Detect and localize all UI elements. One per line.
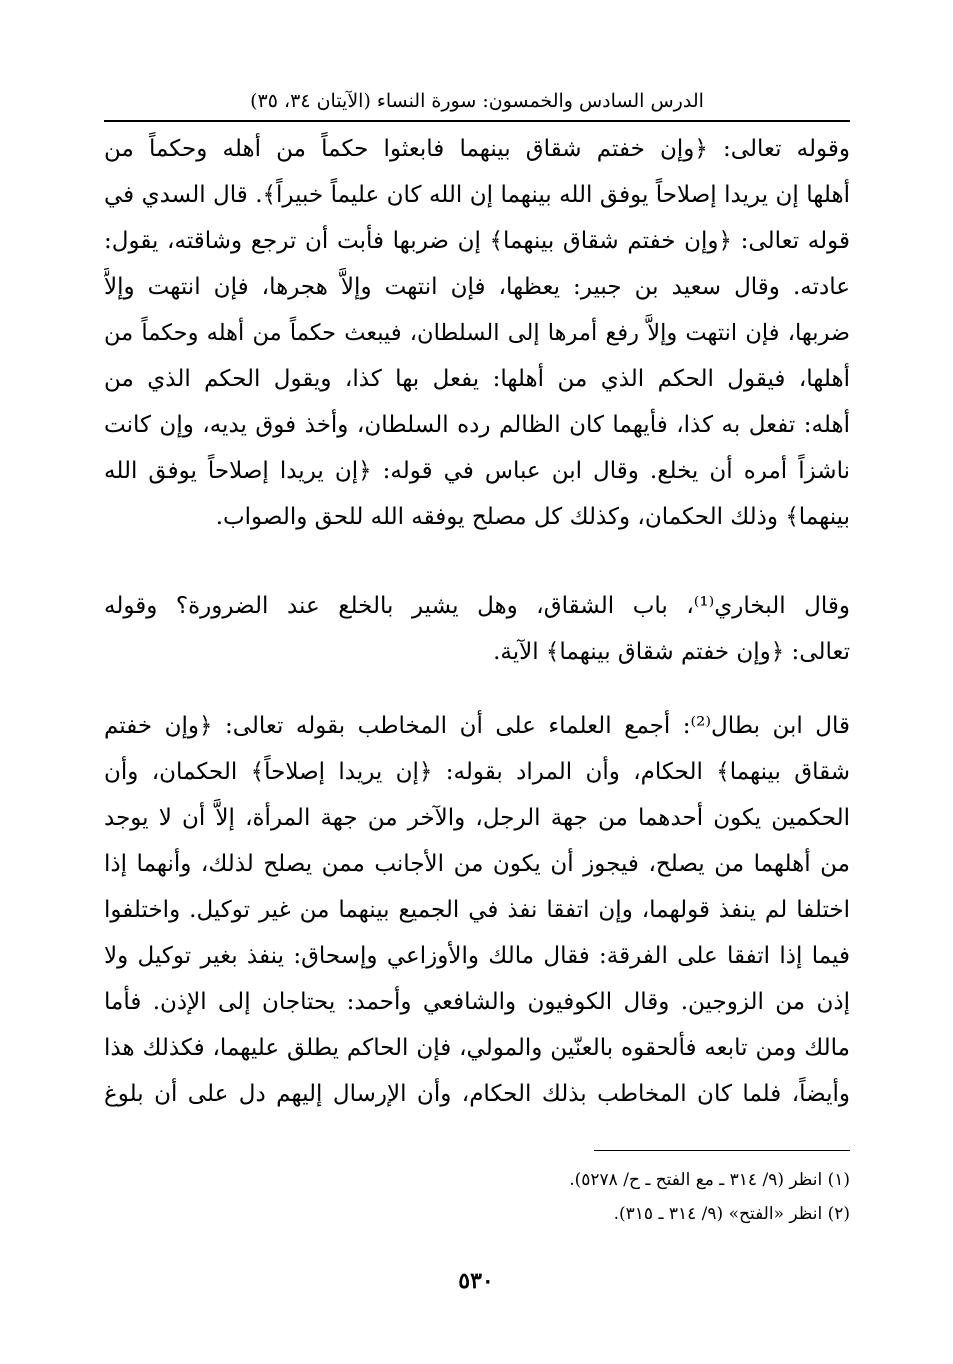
text-line: إذن من الزوجين. وقال الكوفيون والشافعي وأحمد: يحتاجان إلى الإذن. فأما: [104, 989, 850, 1015]
text-line: أهله: تفعل به كذا، فأيهما كان الظالم رده السلطان، وأخذ فوق يديه، وإن كانت: [104, 412, 850, 438]
text-line: ضربها، فإن انتهت وإلاَّ رفع أمرها إلى السلطان، فيبعث حكماً من أهله وحكماً من: [104, 320, 850, 346]
page-number: ٥٣٠: [458, 1268, 494, 1294]
text-line: من أهلهما من يصلح، فيجوز أن يكون من الأجانب ممن يصلح لذلك، وأنهما إذا: [104, 851, 850, 877]
text-line: شقاق بينهما﴾ الحكام، وأن المراد بقوله: ﴿إن يريدا إصلاحاً﴾ الحكمان، وأن: [104, 759, 850, 785]
text-line: وقوله تعالى: ﴿وإن خفتم شقاق بينهما فابعثوا حكماً من أهله وحكماً من: [104, 136, 850, 162]
text-line: قوله تعالى: ﴿وإن خفتم شقاق بينهما﴾ إن ضربها فأبت أن ترجع وشاقته، يقول:: [104, 228, 850, 254]
text-line: وقال البخاري⁽¹⁾، باب الشقاق، وهل يشير بالخلع عند الضرورة؟ وقوله: [104, 593, 850, 619]
paragraph-2: [104, 583, 850, 675]
paragraph-3: [104, 703, 850, 1117]
text-line: تعالى: ﴿وإن خفتم شقاق بينهما﴾ الآية.: [493, 639, 850, 665]
text-line: عادته. وقال سعيد بن جبير: يعظها، فإن انتهت وإلاَّ هجرها، فإن انتهت وإلاَّ: [104, 274, 850, 300]
footnote-rule: [594, 1150, 850, 1151]
text-line: أهلها، فيقول الحكم الذي من أهلها: يفعل بها كذا، ويقول الحكم الذي من: [104, 366, 850, 392]
text-line: اختلفا لم ينفذ قولهما، وإن اتفقا نفذ في الجميع بينهما من غير توكيل. واختلفوا: [104, 897, 850, 923]
footnotes: [300, 1163, 850, 1231]
text-line: بينهما﴾ وذلك الحكمان، وكذلك كل مصلح يوفقه الله للحق والصواب.: [215, 504, 850, 530]
running-header: الدرس السادس والخمسون: سورة النساء (الآيتان ٣٤، ٣٥): [250, 90, 704, 112]
text-line: فيما إذا اتفقا على الفرقة: فقال مالك والأوزاعي وإسحاق: ينفذ بغير توكيل ولا: [104, 943, 850, 969]
footnote-2: (٢) انظر «الفتح» (٩/ ٣١٤ ـ ٣١٥).: [613, 1204, 850, 1224]
footnote-1: (١) انظر (٩/ ٣١٤ ـ مع الفتح ـ ح/ ٥٢٧٨).: [569, 1170, 850, 1190]
text-line: ناشزاً أمره أن يخلع. وقال ابن عباس في قوله: ﴿إن يريدا إصلاحاً يوفق الله: [104, 458, 850, 484]
text-line: قال ابن بطال⁽²⁾: أجمع العلماء على أن المخاطب بقوله تعالى: ﴿وإن خفتم: [104, 713, 850, 739]
text-line: وأيضاً، فلما كان المخاطب بذلك الحكام، وأن الإرسال إليهم دل على أن بلوغ: [104, 1081, 850, 1107]
paragraph-1: [104, 126, 850, 540]
text-line: مالك ومن تابعه فألحقوه بالعنّين والمولي، فإن الحاكم يطلق عليهما، فكذلك هذا: [104, 1035, 850, 1061]
text-line: الحكمين يكون أحدهما من جهة الرجل، والآخر من جهة المرأة، إلاَّ أن لا يوجد: [104, 805, 850, 831]
text-line: أهلها إن يريدا إصلاحاً يوفق الله بينهما إن الله كان عليماً خبيراً﴾. قال السدي في: [104, 182, 850, 208]
header-rule: [104, 120, 850, 122]
